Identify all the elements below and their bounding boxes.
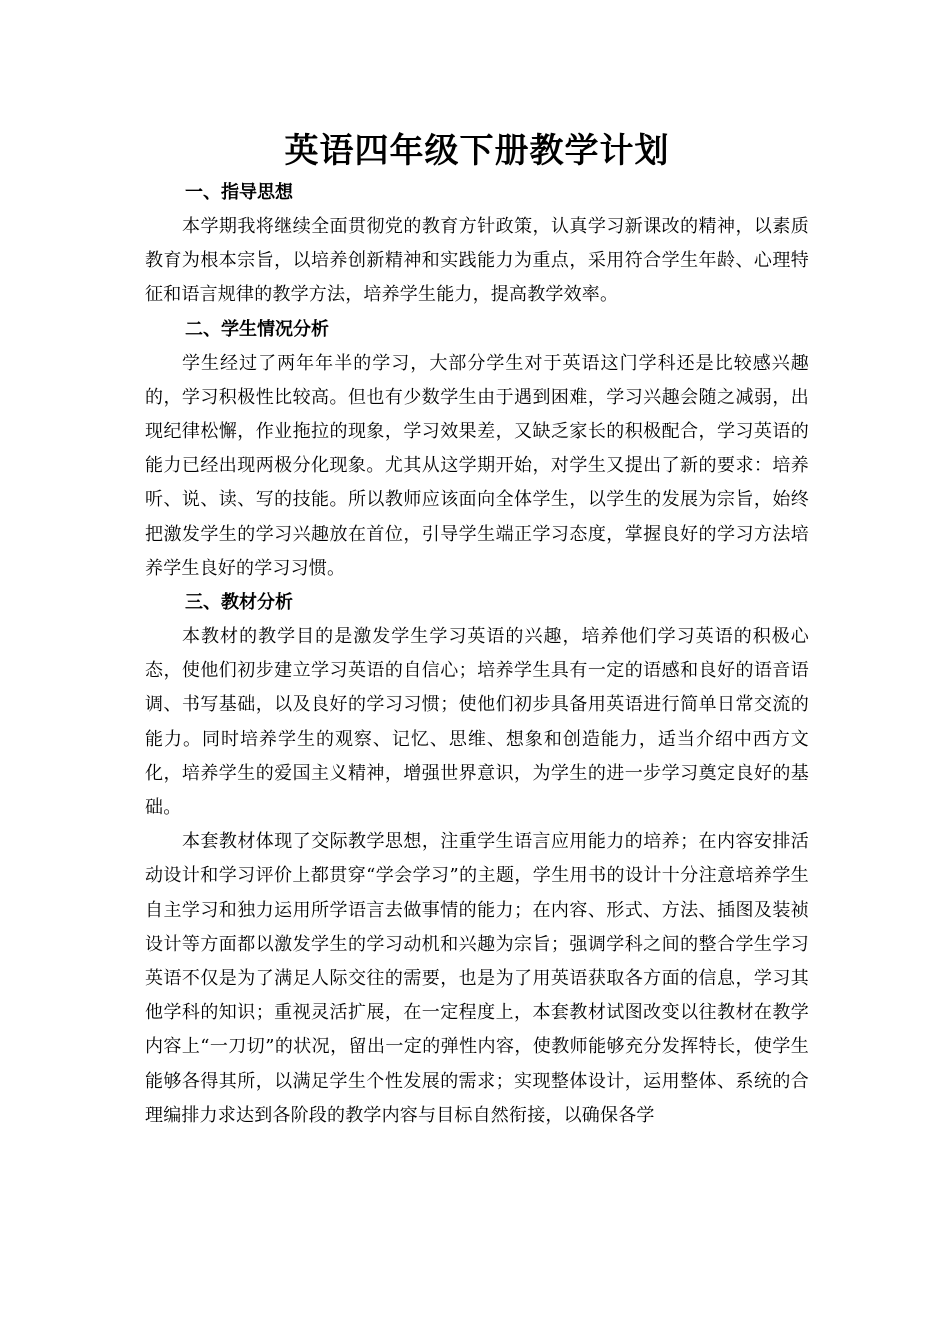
- section-paragraph: 本套教材体现了交际教学思想，注重学生语言应用能力的培养；在内容安排活动设计和学习评价上都贯穿“学会学习”的主题，学生用书的设计十分注意培养学生自主学习和独力运用所学语言去做事情的能力；在内容、形式、方法、插图及装祯设计等方面都以激发学生的学习动机和兴趣为宗旨；强调学科之间的整合学生学习英语不仅是为了满足人际交往的需要，也是为了用英语获取各方面的信息，学习其他学科的知识；重视灵活扩展，在一定程度上，本套教材试图改变以往教材在教学内容上“一刀切”的状况，留出一定的弹性内容，使教师能够充分发挥特长，使学生能够各得其所，以满足学生个性发展的需求；实现整体设计，运用整体、系统的合理编排力求达到各阶段的教学内容与目标自然衔接，以确保各学: [145, 831, 809, 1126]
- document-page: [145, 128, 809, 1133]
- section-student-analysis: [145, 313, 809, 586]
- section-heading: 一、指导思想: [185, 182, 293, 203]
- section-paragraph: 本学期我将继续全面贯彻党的教育方针政策，认真学习新课改的精神，以素质教育为根本宗旨，以培养创新精神和实践能力为重点，采用符合学生年龄、心理特征和语言规律的教学方法，培养学生能力，提高教学效率。: [145, 216, 809, 306]
- section-heading: 三、教材分析: [185, 592, 293, 614]
- section-paragraph: 学生经过了两年年半的学习，大部分学生对于英语这门学科还是比较感兴趣的，学习积极性比较高。但也有少数学生由于遇到困难，学习兴趣会随之减弱，出现纪律松懈，作业拖拉的现象，学习效果差，又缺乏家长的积极配合，学习英语的能力已经出现两极分化现象。尤其从这学期开始，对学生又提出了新的要求：培养听、说、读、写的技能。所以教师应该面向全体学生，以学生的发展为宗旨，始终把激发学生的学习兴趣放在首位，引导学生端正学习态度，掌握良好的学习方法培养学生良好的学习习惯。: [145, 352, 809, 579]
- section-textbook-analysis: [145, 586, 809, 1133]
- section-paragraph: 本教材的教学目的是激发学生学习英语的兴趣，培养他们学习英语的积极心态，使他们初步建立学习英语的自信心；培养学生具有一定的语感和良好的语音语调、书写基础，以及良好的学习习惯；使他们初步具备用英语进行简单日常交流的能力。同时培养学生的观察、记忆、思维、想象和创造能力，适当介绍中西方文化，培养学生的爱国主义精神，增强世界意识，为学生的进一步学习奠定良好的基础。: [145, 626, 809, 819]
- section-guiding-ideology: [145, 176, 809, 313]
- document-title: 英语四年级下册教学计划: [284, 131, 670, 171]
- section-heading: 二、学生情况分析: [185, 318, 329, 340]
